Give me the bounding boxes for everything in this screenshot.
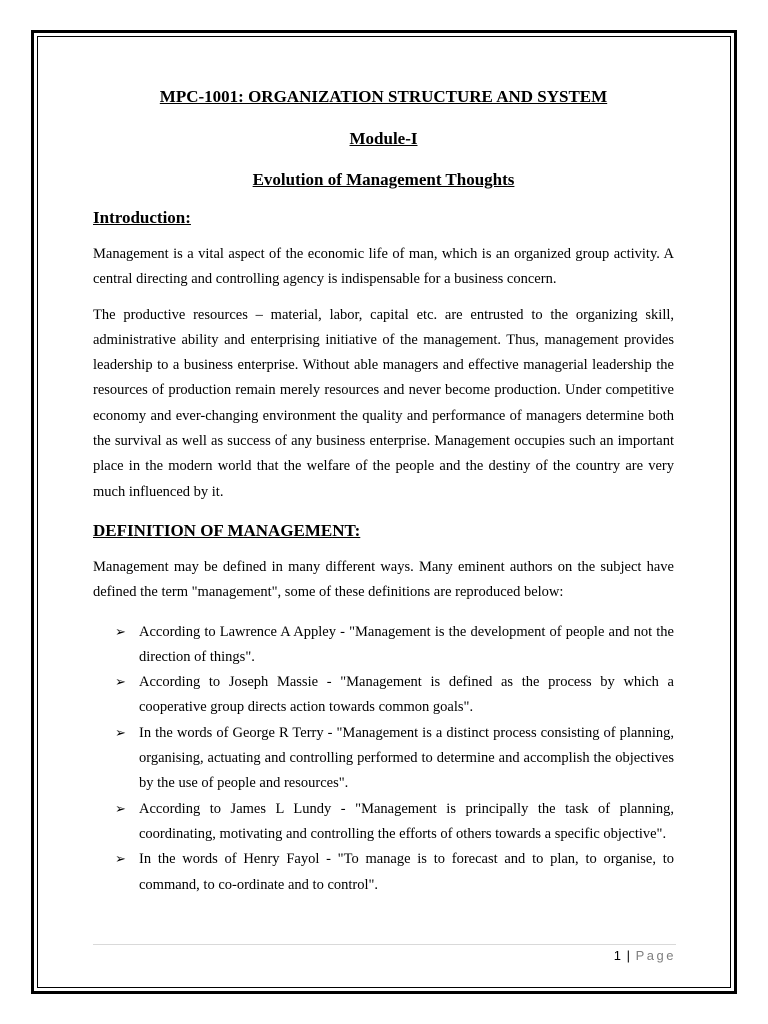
intro-paragraph-2: The productive resources – material, labor, capital etc. are entrusted to the organizing skill, administrative ability and enterprising initiative of the management. Thus, management provides leadership to a business enterprise. Without able managers and effective managerial leadership the resources of production remain merely resources and never become production. Under competitive economy and ever-changing environment the quality and performance of managers determine both the survival as well as success of any business enterprise. Management occupies such an important place in the modern world that the welfare of the people and the destiny of the country are very much influenced by it. [93,306,674,500]
footer-separator: | [626,948,630,963]
definition-heading: DEFINITION OF MANAGEMENT: [93,520,361,540]
introduction-heading: Introduction: [93,208,191,227]
list-item [93,620,674,671]
arrow-bullet-icon: ➢ [115,624,126,640]
page-footer [614,946,676,966]
arrow-bullet-icon: ➢ [115,852,126,868]
module-title: Module-I [349,129,418,148]
list-item [93,670,674,721]
document-body [93,84,674,898]
definition-text: According to Lawrence A Appley - "Management is the development of people and not the direction of things". [139,623,674,665]
definition-list [93,620,674,898]
footer-divider [93,944,676,945]
arrow-bullet-icon: ➢ [115,675,126,691]
definition-text: According to James L Lundy - "Management is principally the task of planning, coordinating, motivating and controlling the efforts of others towards a specific objective". [139,800,674,842]
list-item [93,797,674,848]
arrow-bullet-icon: ➢ [115,801,126,817]
definition-text: In the words of George R Terry - "Management is a distinct process consisting of planning, organising, actuating and controlling performed to determine and accomplish the objectives by the use of people and resources". [139,724,674,792]
page-number: 1 [613,948,621,963]
definition-intro: Management may be defined in many different ways. Many eminent authors on the subject have defined the term "management", some of these definitions are reproduced below: [93,558,674,601]
list-item [93,847,674,898]
list-item [93,721,674,797]
course-title: MPC-1001: ORGANIZATION STRUCTURE AND SYSTEM [159,87,608,106]
arrow-bullet-icon: ➢ [115,725,126,741]
chapter-title: Evolution of Management Thoughts [252,170,515,189]
intro-paragraph-1: Management is a vital aspect of the economic life of man, which is an organized group activity. A central directing and controlling agency is indispensable for a business concern. [93,246,674,288]
page-label: Page [635,948,676,963]
definition-text: According to Joseph Massie - "Management is defined as the process by which a cooperative group directs action towards common goals". [139,674,674,716]
definition-text: In the words of Henry Fayol - "To manage is to forecast and to plan, to organise, to command, to co-ordinate and to control". [139,851,674,893]
